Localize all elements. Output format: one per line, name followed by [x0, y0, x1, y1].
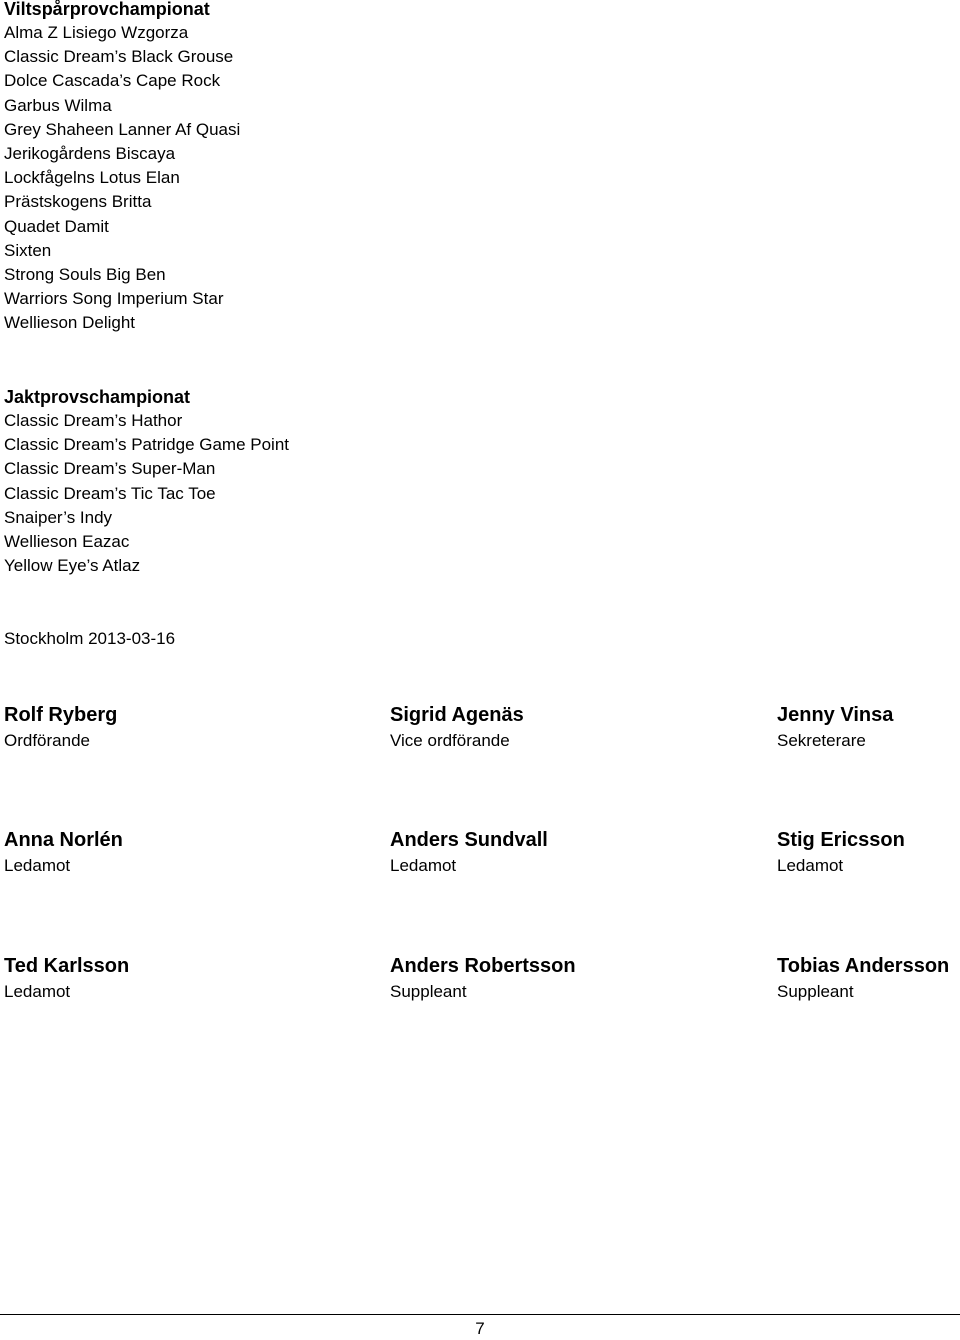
- board-member: [390, 827, 770, 879]
- member-name: Ted Karlsson: [4, 955, 130, 977]
- list-item: Grey Shaheen Lanner Af Quasi: [4, 119, 241, 139]
- page-number: 7: [475, 1319, 485, 1338]
- place-date: Stockholm 2013-03-16: [4, 629, 176, 648]
- section-jaktprovschampionat: [4, 385, 289, 578]
- member-name: Tobias Andersson: [777, 955, 950, 977]
- board-member: [777, 702, 956, 754]
- board-row: [4, 953, 956, 1009]
- list-item: Warriors Song Imperium Star: [4, 289, 224, 309]
- board-member: [777, 953, 956, 1005]
- member-name: Anders Sundvall: [390, 829, 548, 851]
- member-role: Ledamot: [4, 856, 71, 875]
- list-item: Classic Dream’s Tic Tac Toe: [4, 483, 216, 503]
- member-role: Ordförande: [4, 731, 90, 750]
- member-role: Sekreterare: [777, 731, 866, 750]
- member-role: Vice ordförande: [390, 731, 510, 750]
- list-item: Strong Souls Big Ben: [4, 264, 166, 284]
- list-item: Garbus Wilma: [4, 95, 112, 115]
- section-viltsparprovchampionat: [4, 0, 240, 335]
- member-name: Anders Robertsson: [390, 955, 576, 977]
- board-member: [4, 702, 384, 754]
- list-item: Prästskogens Britta: [4, 192, 152, 212]
- section-title: Jaktprovschampionat: [4, 387, 191, 407]
- board-member: [4, 953, 384, 1005]
- member-name: Anna Norlén: [4, 829, 123, 851]
- board-row: [4, 827, 956, 883]
- footer-divider: [0, 1314, 960, 1315]
- list-item: Classic Dream’s Super-Man: [4, 459, 216, 479]
- member-name: Rolf Ryberg: [4, 704, 118, 726]
- list-item: Classic Dream’s Patridge Game Point: [4, 435, 290, 455]
- board-member: [390, 702, 770, 754]
- list-item: Yellow Eye’s Atlaz: [4, 556, 141, 576]
- list-item: Wellieson Eazac: [4, 531, 130, 551]
- list-item: Jerikogårdens Biscaya: [4, 143, 176, 163]
- list-item: Classic Dream’s Black Grouse: [4, 47, 234, 67]
- board-row: [4, 702, 956, 758]
- board-member: [390, 953, 770, 1005]
- list-item: Quadet Damit: [4, 216, 109, 236]
- board-member: [777, 827, 956, 879]
- member-name: Stig Ericsson: [777, 829, 905, 851]
- member-role: Ledamot: [390, 856, 457, 875]
- list-item: Wellieson Delight: [4, 313, 136, 333]
- list-item: Classic Dream’s Hathor: [4, 411, 183, 430]
- list-item: Sixten: [4, 240, 52, 260]
- section-title: Viltspårprovchampionat: [4, 0, 210, 19]
- list-item: Lockfågelns Lotus Elan: [4, 168, 180, 188]
- list-item: Snaiper’s Indy: [4, 507, 113, 527]
- member-role: Suppleant: [777, 982, 854, 1001]
- member-name: Jenny Vinsa: [777, 704, 894, 726]
- member-role: Ledamot: [4, 982, 71, 1001]
- board-member: [4, 827, 384, 879]
- member-role: Suppleant: [390, 982, 467, 1001]
- member-role: Ledamot: [777, 856, 844, 875]
- list-item: Alma Z Lisiego Wzgorza: [4, 23, 189, 42]
- member-name: Sigrid Agenäs: [390, 704, 524, 726]
- list-item: Dolce Cascada’s Cape Rock: [4, 71, 221, 91]
